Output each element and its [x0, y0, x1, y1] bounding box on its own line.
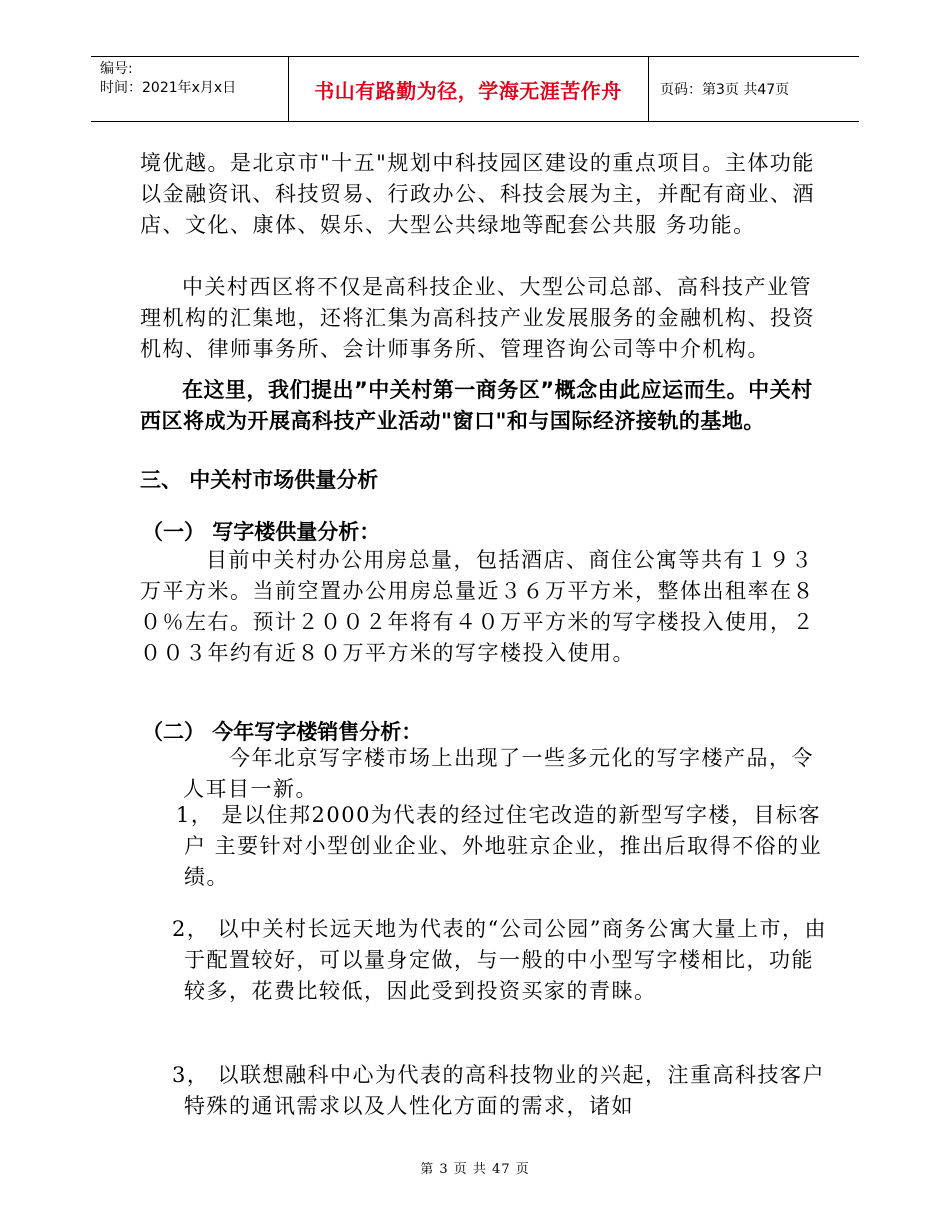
list-item-3: 3， 以联想融科中心为代表的高科技物业的兴起，注重高科技客户 特殊的通讯需求以及人性化方面的需求，诸如: [172, 1063, 826, 1118]
header-time-label: 时间：2021年x月x日: [100, 80, 237, 96]
header-number-label: 编号:: [100, 61, 133, 77]
paragraph-1: 境优越。是北京市"十五"规划中科技园区建设的重点项目。主体功能以金融资讯、科技贸易、行政办公、科技会展为主，并配有商业、酒店、文化、康体、娱乐、大型公共绿地等配套公共服 务功能。: [140, 151, 815, 237]
paragraph-3: 在这里，我们提出”中关村第一商务区”概念由此应运而生。中关村西区将成为开展高科技产业活动"窗口"和与国际经济接轨的基地。: [140, 378, 813, 433]
header-divider-right: [648, 56, 649, 122]
list-item-1: 1， 是以住邦2000为代表的经过住宅改造的新型写字楼，目标客户 主要针对小型创业企业、外地驻京企业，推出后取得不俗的业绩。: [176, 803, 823, 889]
paragraph-4: 目前中关村办公用房总量，包括酒店、商住公寓等共有１９３万平方米。当前空置办公用房总量近３６万平方米，整体出租率在８０％左右。预计２００２年将有４０万平方米的写字楼投入使用，２００３年约有近８０万平方米的写字楼投入使用。: [140, 548, 815, 665]
header-meta: [100, 60, 236, 98]
paragraph-2: 中关村西区将不仅是高科技企业、大型公司总部、高科技产业管理机构的汇集地，还将汇集为高科技产业发展服务的金融机构、投资机构、律师事务所、会计师事务所、管理咨询公司等中介机构。: [140, 275, 815, 361]
subsection-heading-2: （二） 今年写字楼销售分析：: [142, 720, 423, 744]
list-item-2: 2， 以中关村长远天地为代表的“公司公园”商务公寓大量上市，由于配置较好，可以量身定做，与一般的中小型写字楼相比，功能较多，花费比较低，因此受到投资买家的青睐。: [172, 917, 828, 1003]
header-page-info: 页码：第3页 共47页: [660, 82, 790, 98]
paragraph-5: 今年北京写字楼市场上出现了一些多元化的写字楼产品，令人耳目一新。: [183, 746, 814, 801]
page-footer: 第 3 页 共 47 页: [420, 1162, 530, 1177]
header-motto: 书山有路勤为径，学海无涯苦作舟: [314, 78, 622, 103]
section-heading-3: 三、 中关村市场供量分析: [140, 468, 379, 492]
subsection-heading-1: （一） 写字楼供量分析：: [142, 520, 381, 544]
